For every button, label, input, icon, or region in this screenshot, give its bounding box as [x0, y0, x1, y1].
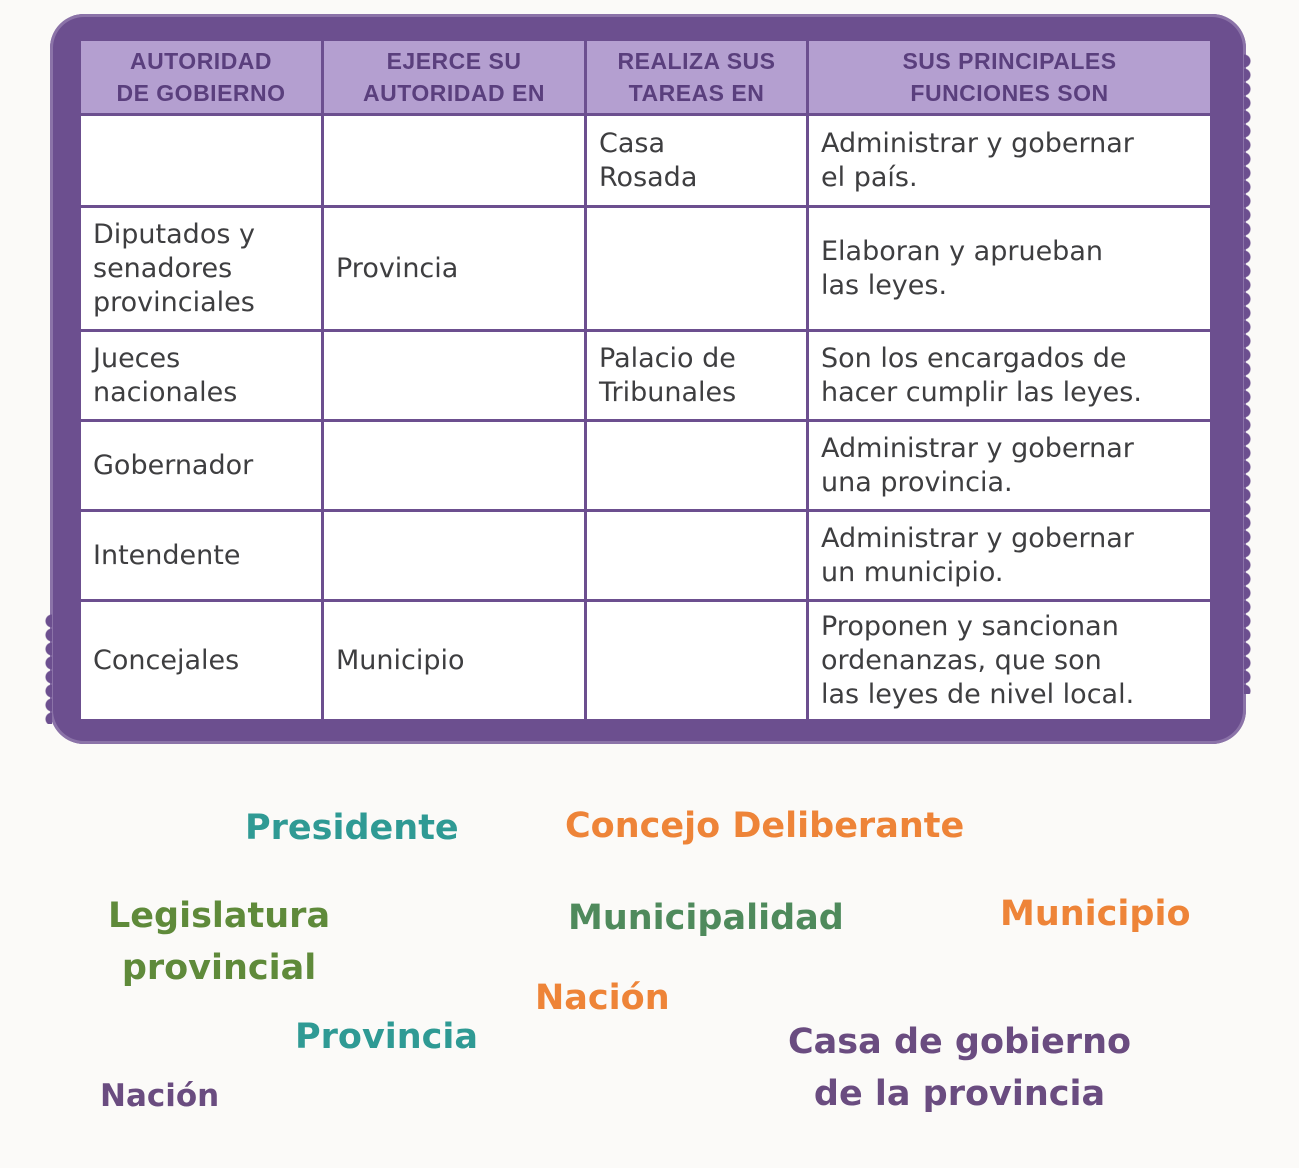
- authorities-table: [78, 38, 1213, 722]
- cell-autoridad: Jueces nacionales: [80, 331, 323, 421]
- cell-realiza-empty[interactable]: [586, 511, 808, 601]
- cell-realiza-empty[interactable]: [586, 207, 808, 331]
- cell-funciones: Administrar y gobernar un municipio.: [808, 511, 1212, 601]
- header-realiza: REALIZA SUS TAREAS EN: [586, 40, 808, 115]
- cell-realiza: Casa Rosada: [586, 115, 808, 207]
- cell-autoridad: Gobernador: [80, 421, 323, 511]
- cell-funciones: Administrar y gobernar el país.: [808, 115, 1212, 207]
- table-row: [80, 421, 1212, 511]
- header-funciones: SUS PRINCIPALES FUNCIONES SON: [808, 40, 1212, 115]
- cell-funciones: Administrar y gobernar una provincia.: [808, 421, 1212, 511]
- cell-autoridad: Diputados y senadores provinciales: [80, 207, 323, 331]
- cell-autoridad: Intendente: [80, 511, 323, 601]
- word-nacion-orange[interactable]: Nación: [535, 978, 670, 1018]
- word-municipalidad[interactable]: Municipalidad: [568, 898, 844, 938]
- table-row: [80, 601, 1212, 721]
- cell-autoridad-empty[interactable]: [80, 115, 323, 207]
- word-provincia[interactable]: Provincia: [295, 1017, 479, 1057]
- table-row: [80, 207, 1212, 331]
- table-row: [80, 331, 1212, 421]
- cell-ejerce-empty[interactable]: [323, 421, 586, 511]
- cell-realiza: Palacio de Tribunales: [586, 331, 808, 421]
- cell-ejerce-empty[interactable]: [323, 115, 586, 207]
- header-ejerce: EJERCE SU AUTORIDAD EN: [323, 40, 586, 115]
- word-presidente[interactable]: Presidente: [245, 808, 459, 848]
- word-concejo-deliberante[interactable]: Concejo Deliberante: [565, 806, 965, 846]
- cell-funciones: Proponen y sancionan ordenanzas, que son las leyes de nivel local.: [808, 601, 1212, 721]
- word-casa-de-gobierno-provincia[interactable]: Casa de gobierno de la provincia: [788, 1022, 1132, 1114]
- cell-funciones: Son los encargados de hacer cumplir las leyes.: [808, 331, 1212, 421]
- table-row: [80, 511, 1212, 601]
- cell-autoridad: Concejales: [80, 601, 323, 721]
- cell-ejerce-empty[interactable]: [323, 331, 586, 421]
- cell-ejerce: Municipio: [323, 601, 586, 721]
- cell-realiza-empty[interactable]: [586, 601, 808, 721]
- table-row: [80, 115, 1212, 207]
- cell-realiza-empty[interactable]: [586, 421, 808, 511]
- word-municipio[interactable]: Municipio: [1000, 894, 1191, 934]
- word-nacion-purple[interactable]: Nación: [100, 1078, 220, 1114]
- cell-ejerce-empty[interactable]: [323, 511, 586, 601]
- header-autoridad: AUTORIDAD DE GOBIERNO: [80, 40, 323, 115]
- word-legislatura-provincial[interactable]: Legislatura provincial: [108, 896, 331, 988]
- cell-ejerce: Provincia: [323, 207, 586, 331]
- cell-funciones: Elaboran y aprueban las leyes.: [808, 207, 1212, 331]
- table-header-row: [80, 40, 1212, 115]
